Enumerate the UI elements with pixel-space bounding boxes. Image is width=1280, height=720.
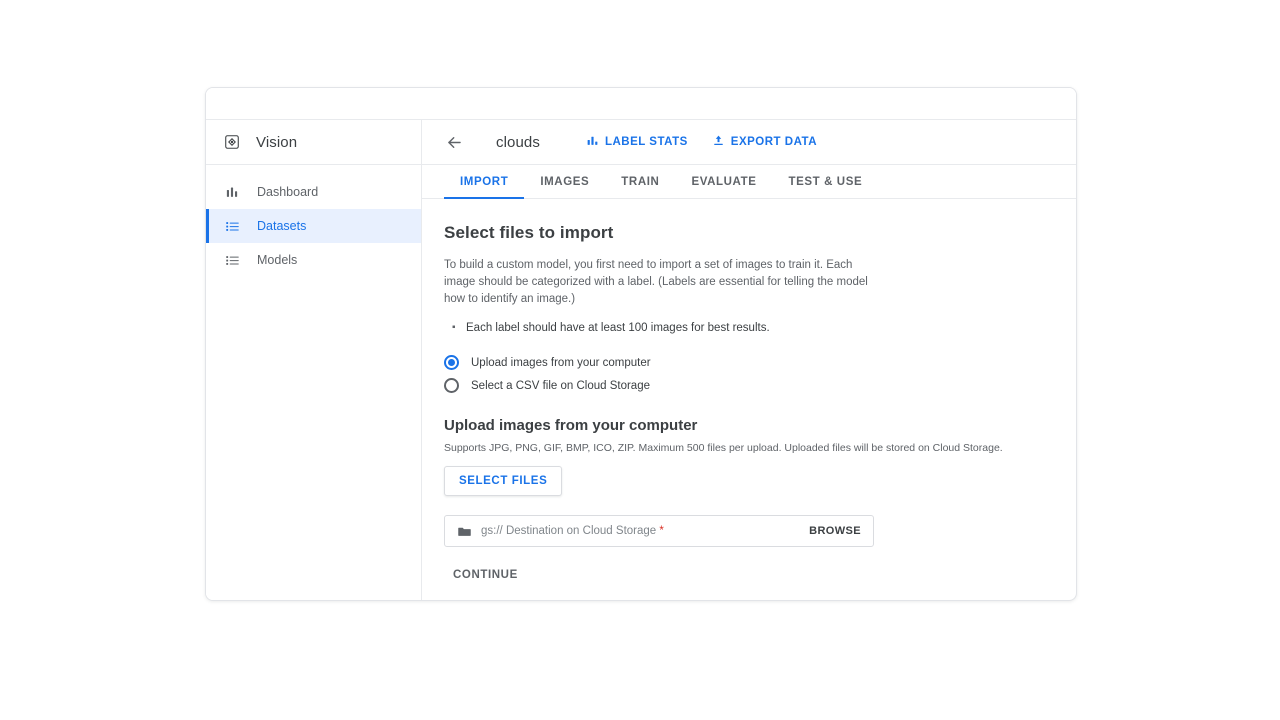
export-data-button[interactable]: [712, 134, 817, 150]
header-actions: [586, 134, 817, 150]
label-stats-button[interactable]: [586, 134, 688, 150]
requirements-list: [444, 320, 1054, 337]
label-stats-label: LABEL STATS: [604, 136, 688, 148]
tab-bar: [422, 165, 1076, 199]
sidebar-item-models[interactable]: [206, 243, 421, 277]
bar-chart-icon: [586, 134, 599, 150]
panel-heading: Select files to import: [444, 223, 614, 242]
continue-button[interactable]: CONTINUE: [453, 569, 518, 581]
product-brand[interactable]: [206, 120, 421, 165]
required-marker: *: [659, 525, 664, 537]
tab-import[interactable]: IMPORT: [444, 165, 524, 198]
tab-test-and-use[interactable]: TEST & USE: [788, 175, 863, 188]
export-data-label: EXPORT DATA: [730, 136, 817, 148]
destination-prefix: gs://: [481, 525, 503, 537]
list-item: ▪ Each label should have at least 100 images for best results.: [466, 320, 1054, 337]
tab-train[interactable]: TRAIN: [621, 175, 660, 188]
product-brand-label: Vision: [256, 133, 298, 151]
window-body: [206, 120, 1076, 600]
sidebar-nav: [206, 165, 421, 277]
sidebar-item-label: Dashboard: [257, 185, 319, 199]
sidebar-item-label: Models: [257, 253, 298, 267]
tab-images[interactable]: IMAGES: [540, 175, 590, 188]
models-list-icon: [224, 252, 240, 268]
window-titlebar: [206, 88, 1076, 120]
sidebar-item-dashboard[interactable]: [206, 175, 421, 209]
sidebar-item-label: Datasets: [257, 219, 307, 233]
import-panel: [422, 199, 1076, 583]
page-title: clouds: [496, 133, 540, 151]
datasets-list-icon: [224, 218, 240, 234]
content-area: [422, 120, 1076, 600]
destination-placeholder: Destination on Cloud Storage: [505, 525, 657, 537]
radio-icon-selected: [444, 355, 459, 370]
select-files-button[interactable]: SELECT FILES: [444, 466, 562, 496]
destination-input[interactable]: [481, 525, 809, 537]
arrow-left-icon[interactable]: [444, 132, 464, 152]
application-window: [205, 87, 1077, 601]
dashboard-icon: [224, 184, 240, 200]
panel-intro-text: To build a custom model, you first need to import a set of images to train it. Each image should be categorized with a label. (Labels are essential for telling the model how to identify an image.): [444, 259, 868, 305]
sidebar: [206, 120, 422, 600]
radio-label: Upload images from your computer: [471, 356, 651, 369]
folder-icon: [457, 524, 472, 539]
upload-section-heading: Upload images from your computer: [444, 417, 698, 434]
radio-icon-unselected: [444, 378, 459, 393]
radio-select-csv-cloud-storage[interactable]: [444, 374, 1054, 397]
browse-button[interactable]: BROWSE: [809, 525, 861, 537]
radio-upload-from-computer[interactable]: [444, 351, 1054, 374]
radio-label: Select a CSV file on Cloud Storage: [471, 379, 650, 392]
tab-evaluate[interactable]: EVALUATE: [691, 175, 757, 188]
destination-field[interactable]: [444, 515, 874, 547]
sidebar-item-datasets[interactable]: [206, 209, 421, 243]
upload-supports-text: Supports JPG, PNG, GIF, BMP, ICO, ZIP. Maximum 500 files per upload. Uploaded files will be stored on Cloud Storage.: [444, 442, 1003, 454]
content-header: [422, 120, 1076, 165]
upload-icon: [712, 134, 725, 150]
vision-diamond-icon: [224, 134, 240, 150]
